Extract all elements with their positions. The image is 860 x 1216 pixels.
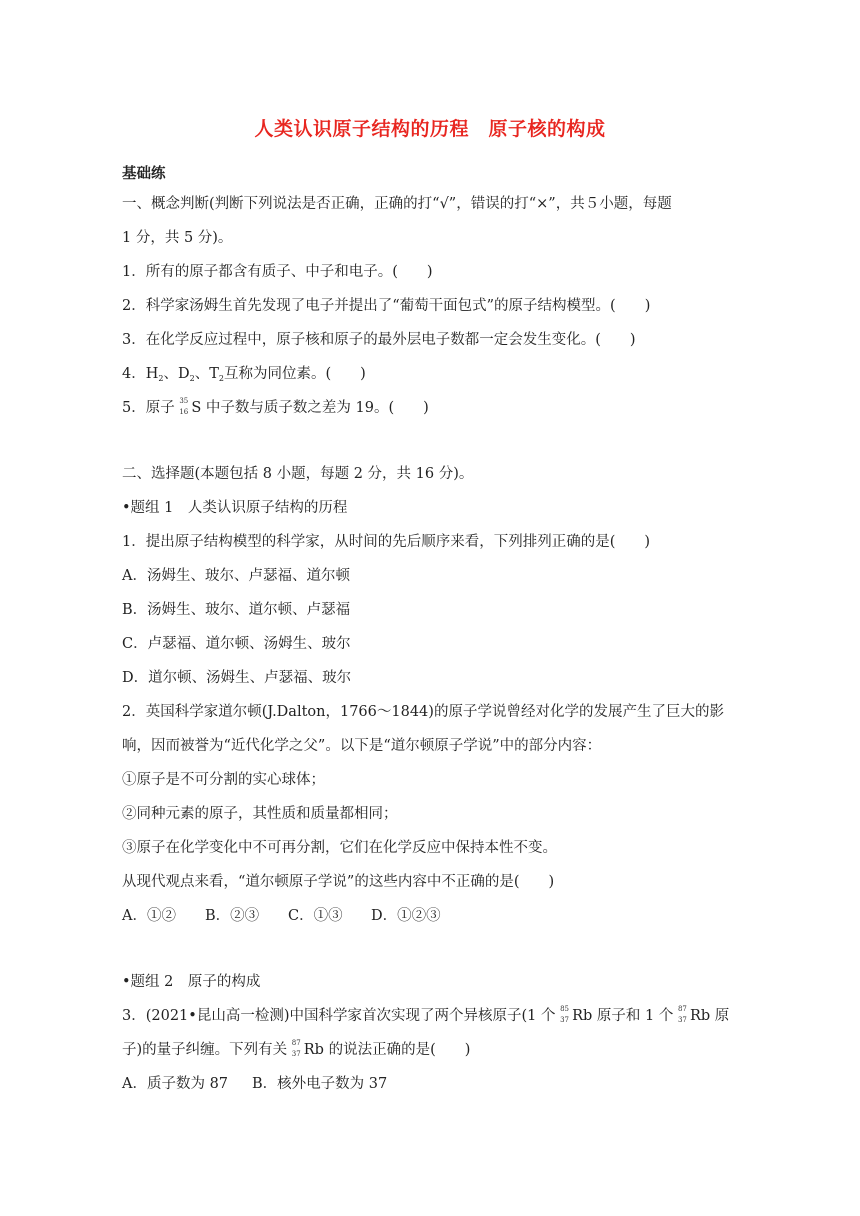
q2-stem-line2: 响，因而被誉为“近代化学之父”。以下是“道尔顿原子学说”中的部分内容： — [122, 738, 602, 754]
isotope-notation — [179, 397, 191, 416]
q3-line2-b: Rb 的说法正确的是( ) — [303, 1042, 471, 1058]
q3-option-b: B．核外电子数为 37 — [252, 1076, 388, 1092]
part2-heading: 二、选择题(本题包括 8 小题，每题 2 分，共 16 分)。 — [122, 466, 474, 482]
atomic-number: 37 — [291, 1050, 301, 1058]
q3-line1-c: Rb 原 — [689, 1008, 730, 1024]
group1-heading: •题组 1 人类认识原子结构的历程 — [122, 500, 348, 516]
item5-prefix: 5．原子 — [122, 400, 180, 416]
q1-option-c: C．卢瑟福、道尔顿、汤姆生、玻尔 — [122, 636, 351, 652]
item4-suffix: 互称为同位素。( ) — [223, 366, 366, 382]
atomic-number: 37 — [677, 1016, 687, 1024]
mass-number: 87 — [291, 1039, 301, 1047]
page-title: 人类认识原子结构的历程 原子核的构成 — [254, 118, 606, 140]
q2-option-d: D．①②③ — [371, 908, 441, 924]
item5-suffix: S 中子数与质子数之差为 19。( ) — [191, 400, 429, 416]
judgement-item-5 — [122, 396, 429, 417]
q1-option-b: B．汤姆生、玻尔、道尔顿、卢瑟福 — [122, 602, 351, 618]
item4-mid1: 、D — [163, 366, 190, 382]
q2-stem-line1: 2．英国科学家道尔顿(J.Dalton，1766～1844)的原子学说曾经对化学的发展产生了巨大的影 — [122, 704, 724, 720]
q3-line2-a: 子)的量子纠缠。下列有关 — [122, 1042, 292, 1058]
item4-prefix: 4．H — [122, 366, 159, 382]
q2-option-b: B．②③ — [205, 908, 260, 924]
q3-stem-line2 — [122, 1038, 470, 1059]
isotope-notation-rb87 — [291, 1039, 304, 1058]
isotope-notation-rb85 — [560, 1005, 572, 1024]
group2-heading: •题组 2 原子的构成 — [122, 974, 261, 990]
q1-option-a: A．汤姆生、玻尔、卢瑟福、道尔顿 — [122, 568, 350, 584]
q2-options — [122, 904, 441, 925]
q2-point-2: ②同种元素的原子，其性质和质量都相同； — [122, 806, 398, 822]
q2-point-3: ③原子在化学变化中不可再分割，它们在化学反应中保持本性不变。 — [122, 840, 557, 856]
item4-subscript-3: 2 — [218, 374, 224, 383]
mass-number: 85 — [560, 1005, 570, 1013]
q3-stem-line1 — [122, 1004, 729, 1025]
item4-subscript-1: 2 — [158, 374, 164, 383]
item4-subscript-2: 2 — [189, 374, 195, 383]
q2-option-a: A．①② — [122, 908, 176, 924]
q2-question: 从现代观点来看，“道尔顿原子学说”的这些内容中不正确的是( ) — [122, 874, 555, 890]
section-label: 基础练 — [122, 166, 166, 182]
q1-stem: 1．提出原子结构模型的科学家，从时间的先后顺序来看，下列排列正确的是( ) — [122, 534, 651, 550]
atomic-number: 37 — [560, 1016, 570, 1024]
q3-option-a: A．质子数为 87 — [122, 1076, 229, 1092]
q2-option-c: C．①③ — [288, 908, 343, 924]
mass-number: 35 — [179, 397, 189, 405]
part1-heading-line2: 1 分，共 5 分)。 — [122, 230, 233, 246]
isotope-notation-rb87 — [677, 1005, 690, 1024]
part1-heading-line1: 一、概念判断(判断下列说法是否正确，正确的打“√”，错误的打“×”，共５小题，每题 — [122, 196, 672, 212]
judgement-item-2: 2．科学家汤姆生首先发现了电子并提出了“葡萄干面包式”的原子结构模型。( ) — [122, 298, 651, 314]
mass-number: 87 — [677, 1005, 687, 1013]
q2-point-1: ①原子是不可分割的实心球体； — [122, 772, 325, 788]
q3-line1-b: Rb 原子和 1 个 — [572, 1008, 678, 1024]
atomic-number: 16 — [179, 408, 189, 416]
judgement-item-4 — [122, 362, 366, 383]
judgement-item-3: 3．在化学反应过程中，原子核和原子的最外层电子数都一定会发生变化。( ) — [122, 332, 636, 348]
q1-option-d: D．道尔顿、汤姆生、卢瑟福、玻尔 — [122, 670, 352, 686]
q3-line1-a: 3．(2021•昆山高一检测)中国科学家首次实现了两个异核原子(1 个 — [122, 1008, 561, 1024]
item4-mid2: 、T — [194, 366, 219, 382]
q3-options — [122, 1072, 387, 1093]
judgement-item-1: 1．所有的原子都含有质子、中子和电子。( ) — [122, 264, 433, 280]
